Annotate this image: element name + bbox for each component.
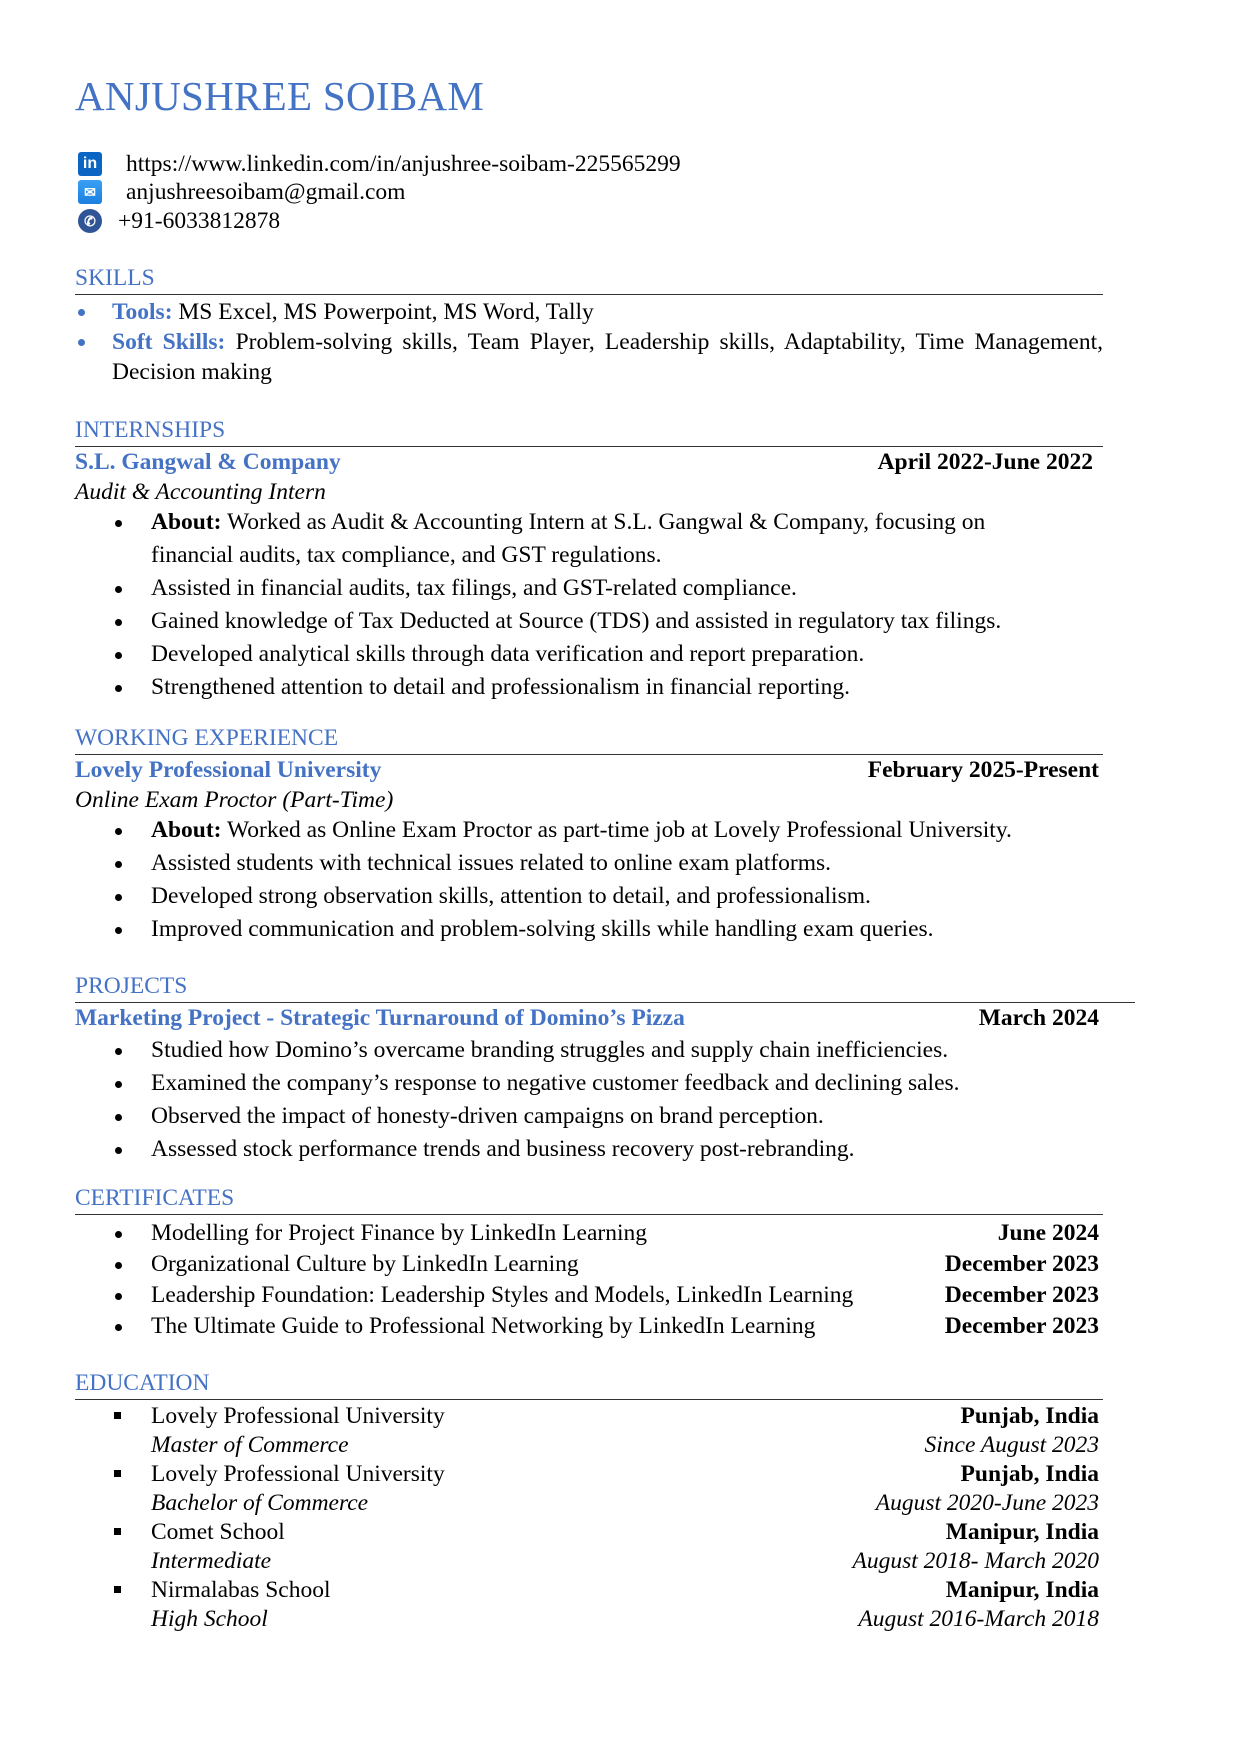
skills-heading: SKILLS bbox=[75, 264, 1103, 295]
linkedin-icon: in bbox=[78, 152, 102, 176]
education-item bbox=[75, 1402, 1103, 1460]
project-date: March 2024 bbox=[978, 1005, 1099, 1031]
certificate-date: December 2023 bbox=[944, 1282, 1099, 1308]
contact-email bbox=[78, 178, 405, 206]
internships-heading: INTERNSHIPS bbox=[75, 416, 1103, 447]
phone-icon: ✆ bbox=[78, 209, 102, 233]
linkedin-url[interactable]: https://www.linkedin.com/in/anjushree-soibam-225565299 bbox=[126, 151, 681, 177]
list-item: Strengthened attention to detail and professionalism in financial reporting. bbox=[75, 671, 1103, 704]
certificate-date: December 2023 bbox=[944, 1251, 1099, 1277]
certificate-item bbox=[75, 1311, 1103, 1342]
list-item: Assisted in financial audits, tax filings, and GST-related compliance. bbox=[75, 572, 1103, 605]
certificate-name: Organizational Culture by LinkedIn Learning bbox=[151, 1251, 579, 1277]
education-section bbox=[75, 1369, 1103, 1634]
soft-skills-value: Problem-solving skills, Team Player, Leadership skills, Adaptability, Time Management, Decision making bbox=[112, 329, 1104, 385]
work-heading: WORKING EXPERIENCE bbox=[75, 724, 1103, 755]
about-label: About: bbox=[151, 817, 222, 843]
education-item bbox=[75, 1460, 1103, 1518]
list-item: Assessed stock performance trends and business recovery post-rebranding. bbox=[75, 1133, 1135, 1166]
list-item: Assisted students with technical issues related to online exam platforms. bbox=[75, 847, 1103, 880]
projects-section bbox=[75, 972, 1135, 1166]
list-item: Studied how Domino’s overcame branding struggles and supply chain inefficiencies. bbox=[75, 1034, 1135, 1067]
email-address[interactable]: anjushreesoibam@gmail.com bbox=[126, 179, 406, 205]
education-item bbox=[75, 1576, 1103, 1634]
list-item: Developed strong observation skills, attention to detail, and professionalism. bbox=[75, 880, 1103, 913]
internships-section bbox=[75, 416, 1103, 704]
certificate-name: Modelling for Project Finance by LinkedIn Learning bbox=[151, 1220, 647, 1246]
education-item bbox=[75, 1518, 1103, 1576]
school-place: Punjab, India bbox=[960, 1461, 1099, 1487]
projects-heading: PROJECTS bbox=[75, 972, 1135, 1003]
work-role: Online Exam Proctor (Part-Time) bbox=[75, 787, 394, 813]
contact-linkedin bbox=[78, 150, 681, 178]
work-org: Lovely Professional University bbox=[75, 757, 382, 783]
project-title: Marketing Project - Strategic Turnaround of Domino’s Pizza bbox=[75, 1005, 685, 1031]
list-item bbox=[75, 506, 1103, 572]
school-place: Manipur, India bbox=[945, 1577, 1099, 1603]
list-item: Gained knowledge of Tax Deducted at Source (TDS) and assisted in regulatory tax filings. bbox=[75, 605, 1103, 638]
certificates-section bbox=[75, 1184, 1103, 1342]
internship-role: Audit & Accounting Intern bbox=[75, 479, 326, 505]
period: August 2020-June 2023 bbox=[875, 1490, 1099, 1516]
period: August 2018- March 2020 bbox=[852, 1548, 1099, 1574]
certificate-date: June 2024 bbox=[997, 1220, 1099, 1246]
school-place: Manipur, India bbox=[945, 1519, 1099, 1545]
tools-value: MS Excel, MS Powerpoint, MS Word, Tally bbox=[178, 299, 594, 325]
certificate-date: December 2023 bbox=[944, 1313, 1099, 1339]
degree: Intermediate bbox=[151, 1548, 272, 1574]
list-item: Examined the company’s response to negative customer feedback and declining sales. bbox=[75, 1067, 1135, 1100]
skill-tools bbox=[75, 297, 1103, 327]
soft-skills-label: Soft Skills: bbox=[112, 329, 226, 355]
education-heading: EDUCATION bbox=[75, 1369, 1103, 1400]
list-item: Improved communication and problem-solving skills while handling exam queries. bbox=[75, 913, 1103, 946]
work-date: February 2025-Present bbox=[867, 757, 1099, 783]
school-name: Lovely Professional University bbox=[151, 1461, 445, 1487]
candidate-name: ANJUSHREE SOIBAM bbox=[75, 73, 485, 119]
about-label: About: bbox=[151, 509, 222, 535]
certificate-name: Leadership Foundation: Leadership Styles and Models, LinkedIn Learning bbox=[151, 1282, 854, 1308]
list-item: Observed the impact of honesty-driven campaigns on brand perception. bbox=[75, 1100, 1135, 1133]
school-name: Comet School bbox=[151, 1519, 285, 1545]
contact-phone bbox=[78, 207, 280, 235]
skill-soft bbox=[75, 327, 1103, 387]
degree: High School bbox=[151, 1606, 268, 1632]
bullet-text: Worked as Online Exam Proctor as part-time job at Lovely Professional University. bbox=[226, 817, 1012, 843]
skills-section bbox=[75, 264, 1103, 387]
certificates-heading: CERTIFICATES bbox=[75, 1184, 1103, 1215]
list-item: Developed analytical skills through data verification and report preparation. bbox=[75, 638, 1103, 671]
mail-icon: ✉ bbox=[78, 180, 102, 204]
certificate-item bbox=[75, 1218, 1103, 1249]
period: Since August 2023 bbox=[924, 1432, 1099, 1458]
certificate-name: The Ultimate Guide to Professional Networking by LinkedIn Learning bbox=[151, 1313, 816, 1339]
list-item bbox=[75, 814, 1103, 847]
period: August 2016-March 2018 bbox=[858, 1606, 1099, 1632]
degree: Bachelor of Commerce bbox=[151, 1490, 369, 1516]
certificate-item bbox=[75, 1249, 1103, 1280]
bullet-text: Worked as Audit & Accounting Intern at S.L. Gangwal & Company, focusing on financial audits, tax compliance, and GST regulations. bbox=[151, 509, 986, 568]
school-name: Nirmalabas School bbox=[151, 1577, 331, 1603]
tools-label: Tools: bbox=[112, 299, 173, 325]
certificate-item bbox=[75, 1280, 1103, 1311]
school-place: Punjab, India bbox=[960, 1403, 1099, 1429]
school-name: Lovely Professional University bbox=[151, 1403, 445, 1429]
internship-org: S.L. Gangwal & Company bbox=[75, 449, 341, 475]
internship-date: April 2022-June 2022 bbox=[877, 449, 1093, 475]
degree: Master of Commerce bbox=[151, 1432, 349, 1458]
phone-number: +91-6033812878 bbox=[118, 208, 281, 234]
work-section bbox=[75, 724, 1103, 946]
